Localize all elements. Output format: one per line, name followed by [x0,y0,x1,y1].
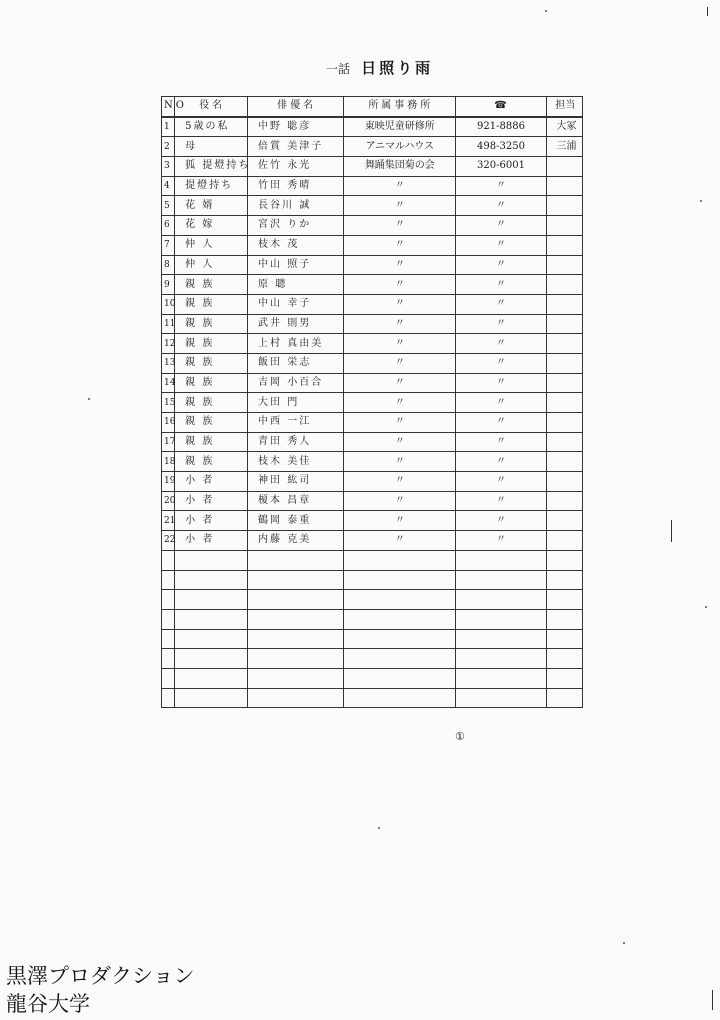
cell-role: 親 族 [175,373,248,393]
cell-staff [546,531,582,551]
cell-staff [546,235,582,255]
cell-actor: 中山 幸子 [248,294,344,314]
watermark [6,962,195,1018]
table-row [162,255,583,275]
empty-cell [248,649,344,669]
cell-office: アニマルハウス [344,137,456,157]
cell-office: 〃 [344,472,456,492]
table-row [162,452,583,472]
cell-role: 親 族 [175,275,248,295]
cell-role: 親 族 [175,353,248,373]
table-row [162,117,583,137]
empty-cell [546,570,582,590]
cell-staff [546,393,582,413]
cell-phone: 〃 [456,196,546,216]
empty-cell [546,688,582,708]
watermark-line-2: 龍谷大学 [6,992,90,1016]
empty-cell [175,609,248,629]
empty-cell [248,688,344,708]
empty-cell [344,570,456,590]
cell-actor: 吉岡 小百合 [248,373,344,393]
scan-speck [700,200,702,202]
cell-actor: 長谷川 誠 [248,196,344,216]
table-row [162,235,583,255]
cast-table [161,96,583,708]
scan-speck [623,942,625,944]
cell-actor: 佐竹 永光 [248,157,344,177]
empty-cell [546,550,582,570]
header-staff: 担当 [546,97,582,117]
cell-role: 親 族 [175,432,248,452]
cell-role: 小 者 [175,531,248,551]
cell-office: 〃 [344,413,456,433]
cell-role: 小 者 [175,511,248,531]
cell-role: 親 族 [175,413,248,433]
cell-no: 3 [162,157,175,177]
cell-no: 13 [162,353,175,373]
cell-office: 〃 [344,373,456,393]
scan-speck [545,10,547,12]
cell-role: 親 族 [175,294,248,314]
cell-staff [546,196,582,216]
cell-role: 親 族 [175,334,248,354]
empty-cell [248,629,344,649]
cell-role: 親 族 [175,452,248,472]
cell-no: 12 [162,334,175,354]
header-role: 役名 [175,97,248,117]
cell-staff [546,314,582,334]
cell-office: 〃 [344,255,456,275]
cell-no: 22 [162,531,175,551]
page-number: ① [455,730,465,743]
cell-phone: 〃 [456,393,546,413]
table-row [162,393,583,413]
cell-actor: 青田 秀人 [248,432,344,452]
empty-cell [456,570,546,590]
empty-cell [162,668,175,688]
scan-scratch [671,520,672,542]
cell-staff [546,511,582,531]
cell-actor: 榎本 昌章 [248,491,344,511]
cell-office: 〃 [344,452,456,472]
cell-role: 提燈持ち [175,176,248,196]
table-row [162,314,583,334]
cell-phone: 〃 [456,432,546,452]
cell-phone: 〃 [456,472,546,492]
empty-cell [546,590,582,610]
cell-staff [546,413,582,433]
cell-phone: 〃 [456,176,546,196]
cell-office: 〃 [344,491,456,511]
header-actor: 俳優名 [248,97,344,117]
cell-staff [546,432,582,452]
scan-speck [705,606,707,608]
cell-actor: 飯田 栄志 [248,353,344,373]
table-row [162,196,583,216]
cell-phone: 〃 [456,452,546,472]
cell-phone: 〃 [456,255,546,275]
cell-no: 14 [162,373,175,393]
cell-actor: 中西 一江 [248,413,344,433]
empty-cell [344,688,456,708]
cell-actor: 枝木 茂 [248,235,344,255]
empty-cell [546,668,582,688]
empty-cell [248,570,344,590]
cell-phone: 〃 [456,294,546,314]
cell-office: 東映児童研修所 [344,117,456,137]
cell-role: 仲 人 [175,255,248,275]
empty-cell [162,629,175,649]
table-row [162,294,583,314]
scan-scratch [707,7,708,16]
header-phone: ☎ [456,97,546,117]
cell-staff [546,176,582,196]
header-no: NO [162,97,175,117]
empty-table-row [162,668,583,688]
cell-office: 〃 [344,531,456,551]
cell-office: 舞踊集団菊の会 [344,157,456,177]
empty-table-row [162,649,583,669]
empty-cell [344,609,456,629]
table-row [162,373,583,393]
cell-role: 親 族 [175,314,248,334]
table-row [162,432,583,452]
empty-cell [248,590,344,610]
cell-office: 〃 [344,294,456,314]
table-row [162,491,583,511]
scan-speck [88,398,90,400]
cell-actor: 宮沢 りか [248,216,344,236]
cell-phone: 〃 [456,511,546,531]
cell-phone: 〃 [456,353,546,373]
cell-phone: 〃 [456,373,546,393]
cell-role: 花 婿 [175,196,248,216]
cell-staff [546,452,582,472]
cell-staff [546,157,582,177]
empty-table-row [162,688,583,708]
empty-cell [248,609,344,629]
cell-staff [546,334,582,354]
cell-staff [546,373,582,393]
empty-cell [175,570,248,590]
empty-cell [162,649,175,669]
empty-cell [546,629,582,649]
cell-no: 4 [162,176,175,196]
empty-cell [162,590,175,610]
cell-actor: 倍賞 美津子 [248,137,344,157]
cell-office: 〃 [344,216,456,236]
empty-cell [344,668,456,688]
empty-cell [162,688,175,708]
table-row [162,275,583,295]
cell-office: 〃 [344,432,456,452]
table-row [162,531,583,551]
cell-office: 〃 [344,511,456,531]
cell-role: 狐 提燈持ち [175,157,248,177]
cell-office: 〃 [344,176,456,196]
cell-actor: 竹田 秀晴 [248,176,344,196]
cell-staff: 三浦 [546,137,582,157]
episode-name: 日照り雨 [361,59,434,77]
empty-cell [175,668,248,688]
cell-no: 21 [162,511,175,531]
empty-cell [175,550,248,570]
empty-cell [456,629,546,649]
table-row [162,353,583,373]
cell-phone: 320-6001 [456,157,546,177]
cell-staff [546,472,582,492]
empty-cell [456,550,546,570]
cell-staff [546,294,582,314]
episode-number: 一話 [326,62,351,76]
empty-table-row [162,609,583,629]
cell-office: 〃 [344,353,456,373]
cell-role: 小 者 [175,472,248,492]
cell-actor: 枝木 美佳 [248,452,344,472]
cell-role: 仲 人 [175,235,248,255]
cell-role: 小 者 [175,491,248,511]
empty-cell [162,550,175,570]
cell-office: 〃 [344,235,456,255]
table-row [162,137,583,157]
empty-cell [456,688,546,708]
cell-phone: 〃 [456,216,546,236]
cell-actor: 原 聰 [248,275,344,295]
empty-cell [162,570,175,590]
cell-phone: 〃 [456,491,546,511]
episode-title [326,57,433,78]
empty-table-row [162,590,583,610]
empty-cell [175,590,248,610]
table-row [162,472,583,492]
cell-no: 11 [162,314,175,334]
empty-table-row [162,629,583,649]
empty-cell [546,649,582,669]
cell-actor: 中山 照子 [248,255,344,275]
cell-actor: 神田 紘司 [248,472,344,492]
empty-cell [546,609,582,629]
cell-phone: 〃 [456,275,546,295]
scan-scratch [712,990,713,1010]
scan-speck [378,827,380,829]
cell-role: 親 族 [175,393,248,413]
cell-office: 〃 [344,196,456,216]
table-row [162,176,583,196]
cell-office: 〃 [344,334,456,354]
empty-cell [248,668,344,688]
cell-actor: 上村 真由美 [248,334,344,354]
cell-no: 8 [162,255,175,275]
cell-no: 2 [162,137,175,157]
table-row [162,334,583,354]
cell-no: 17 [162,432,175,452]
cell-phone: 〃 [456,314,546,334]
cell-no: 7 [162,235,175,255]
empty-cell [344,550,456,570]
cell-no: 20 [162,491,175,511]
cell-actor: 大田 門 [248,393,344,413]
table-row [162,413,583,433]
cell-actor: 武井 則男 [248,314,344,334]
cell-office: 〃 [344,314,456,334]
header-office: 所属事務所 [344,97,456,117]
empty-cell [162,609,175,629]
empty-cell [248,550,344,570]
cell-no: 1 [162,117,175,137]
empty-cell [344,629,456,649]
cell-staff [546,353,582,373]
cell-role: 母 [175,137,248,157]
cell-phone: 〃 [456,413,546,433]
table-header [162,97,583,117]
cell-no: 6 [162,216,175,236]
cell-phone: 〃 [456,235,546,255]
cell-no: 16 [162,413,175,433]
cell-staff: 大冢 [546,117,582,137]
cell-staff [546,255,582,275]
cell-actor: 内藤 克美 [248,531,344,551]
table-row [162,157,583,177]
empty-table-row [162,550,583,570]
cell-staff [546,275,582,295]
cell-actor: 中野 聡彦 [248,117,344,137]
cell-staff [546,216,582,236]
cell-office: 〃 [344,393,456,413]
cell-no: 10 [162,294,175,314]
cell-phone: 498-3250 [456,137,546,157]
table-row [162,216,583,236]
watermark-line-1: 黒澤プロダクション [6,964,195,988]
cell-no: 18 [162,452,175,472]
cell-actor: 鶴岡 泰重 [248,511,344,531]
cell-no: 19 [162,472,175,492]
empty-cell [456,668,546,688]
empty-cell [175,629,248,649]
empty-cell [175,649,248,669]
empty-cell [175,688,248,708]
empty-table-row [162,570,583,590]
cell-phone: 921-8886 [456,117,546,137]
cell-no: 15 [162,393,175,413]
cell-role: 5歳の私 [175,117,248,137]
cell-role: 花 嫁 [175,216,248,236]
cell-no: 9 [162,275,175,295]
table-row [162,511,583,531]
empty-cell [456,609,546,629]
cell-no: 5 [162,196,175,216]
empty-cell [456,590,546,610]
empty-cell [456,649,546,669]
cell-office: 〃 [344,275,456,295]
cell-phone: 〃 [456,531,546,551]
cell-phone: 〃 [456,334,546,354]
cell-staff [546,491,582,511]
empty-cell [344,649,456,669]
empty-cell [344,590,456,610]
